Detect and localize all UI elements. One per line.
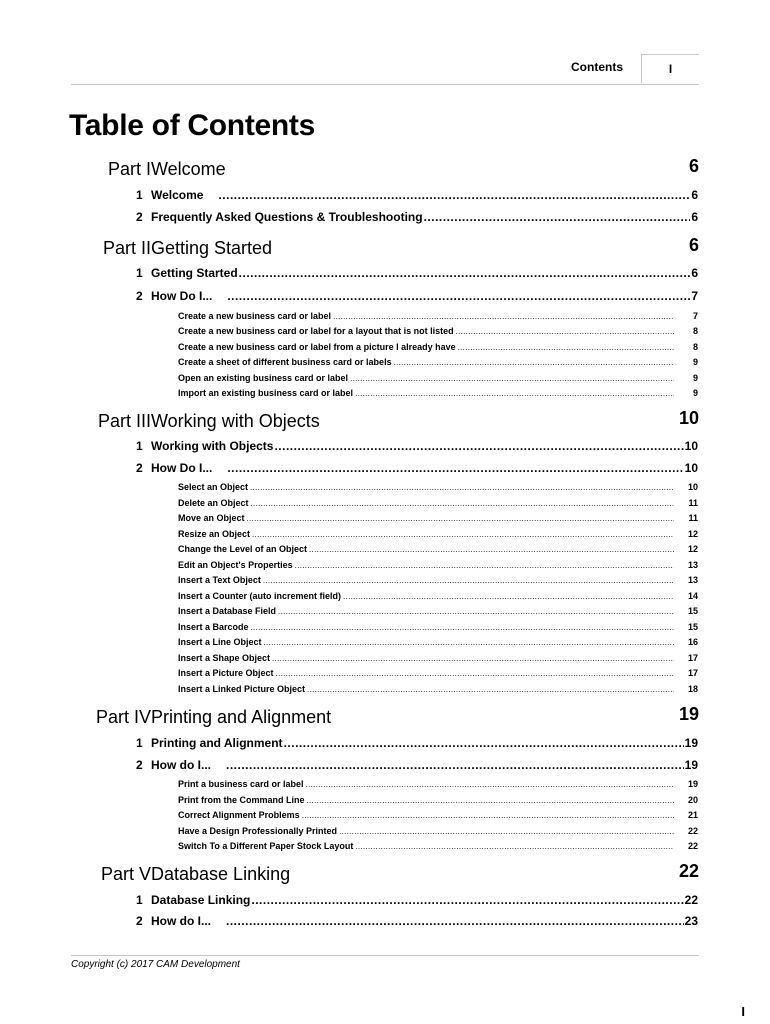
subentry-title: Insert a Shape Object [178, 653, 271, 663]
page-title: Table of Contents [69, 109, 316, 142]
entry-page: 23 [684, 914, 698, 928]
subentry-page: 20 [687, 795, 698, 805]
entry-number: 2 [136, 758, 143, 772]
entry-title: Getting Started [151, 266, 238, 280]
dot-leader [306, 777, 674, 792]
dot-leader [456, 324, 674, 339]
dot-leader [295, 558, 674, 573]
dot-leader [250, 480, 674, 495]
entry-title: How do I... [151, 914, 211, 928]
entry-page: 7 [691, 289, 698, 303]
subentry-title: Insert a Text Object [178, 575, 261, 585]
dot-leader [458, 340, 674, 355]
part-label: Part I [107, 159, 151, 179]
subentry-title: Insert a Database Field [178, 606, 277, 616]
dot-leader [350, 371, 674, 386]
entry-page: 6 [691, 210, 698, 224]
dot-leader [424, 209, 691, 225]
part-title: Working with Objects [151, 411, 320, 431]
subentry-page: 21 [687, 810, 698, 820]
entry-title: How do I... [151, 758, 211, 772]
subentry-title: Create a sheet of different business card or labels [178, 357, 392, 367]
entry-number: 1 [136, 266, 143, 280]
dot-leader [251, 620, 674, 635]
toc-entry[interactable] [136, 913, 698, 929]
dot-leader [333, 309, 674, 324]
subentry-title: Import an existing business card or label [178, 388, 354, 398]
entry-number: 2 [136, 210, 143, 224]
toc-subentry[interactable] [178, 511, 698, 526]
subentry-page: 15 [687, 622, 698, 632]
dot-leader [307, 682, 674, 697]
dot-leader [227, 288, 690, 304]
part-title: Welcome [151, 159, 226, 179]
subentry-title: Create a new business card or label for a layout that is not listed [178, 326, 454, 336]
dot-leader [247, 511, 674, 526]
toc-subentry[interactable] [178, 604, 698, 619]
toc-entry[interactable] [136, 892, 698, 908]
dot-leader [251, 496, 674, 511]
entry-title: Working with Objects [151, 439, 274, 453]
toc-entry[interactable] [136, 757, 698, 773]
subentry-title: Move an Object [178, 513, 245, 523]
part-label: Part IV [95, 707, 151, 727]
subentry-page: 17 [687, 653, 698, 663]
toc-subentry[interactable] [178, 480, 698, 495]
dot-leader [218, 187, 690, 203]
subentry-title: Open an existing business card or label [178, 373, 349, 383]
toc-subentry[interactable] [178, 839, 698, 854]
subentry-title: Print from the Command Line [178, 795, 305, 805]
subentry-page: 8 [692, 342, 698, 352]
part-heading[interactable] [70, 157, 699, 181]
subentry-title: Create a new business card or label from a picture I already have [178, 342, 456, 352]
part-heading[interactable] [70, 409, 699, 433]
part-page: 6 [688, 235, 699, 255]
toc-subentry[interactable] [178, 340, 698, 355]
subentry-page: 17 [687, 668, 698, 678]
dot-leader [302, 808, 674, 823]
entry-number: 1 [136, 736, 143, 750]
entry-number: 1 [136, 188, 143, 202]
entry-title: How Do I... [151, 289, 213, 303]
part-label: Part III [97, 411, 151, 431]
subentry-title: Print a business card or label [178, 779, 304, 789]
subentry-title: Select an Object [178, 482, 249, 492]
dot-leader [276, 666, 674, 681]
toc-subentry[interactable] [178, 496, 698, 511]
toc-subentry[interactable] [178, 635, 698, 650]
entry-number: 1 [136, 893, 143, 907]
part-page: 6 [688, 156, 699, 176]
toc-subentry[interactable] [178, 620, 698, 635]
part-label: Part II [102, 238, 151, 258]
page-footer [71, 955, 699, 970]
dot-leader [251, 892, 683, 908]
entry-title: Printing and Alignment [151, 736, 283, 750]
part-page: 22 [678, 861, 699, 881]
toc-subentry[interactable] [178, 666, 698, 681]
dot-leader [309, 542, 674, 557]
toc-subentry[interactable] [178, 355, 698, 370]
toc-subentry[interactable] [178, 824, 698, 839]
dot-leader [252, 527, 674, 542]
subentry-title: Create a new business card or label [178, 311, 332, 321]
dot-leader [272, 651, 674, 666]
subentry-title: Have a Design Professionally Printed [178, 826, 338, 836]
dot-leader [226, 757, 684, 773]
dot-leader [226, 913, 684, 929]
toc-subentry[interactable] [178, 573, 698, 588]
dot-leader [394, 355, 674, 370]
toc-subentry[interactable] [178, 371, 698, 386]
subentry-page: 18 [687, 684, 698, 694]
part-title: Printing and Alignment [151, 707, 332, 727]
entry-number: 2 [136, 914, 143, 928]
toc-subentry[interactable] [178, 589, 698, 604]
entry-page: 6 [691, 188, 698, 202]
dot-leader [227, 460, 683, 476]
subentry-title: Insert a Line Object [178, 637, 262, 647]
entry-number: 1 [136, 439, 143, 453]
entry-page: 22 [684, 893, 698, 907]
toc-subentry[interactable] [178, 793, 698, 808]
toc-entry[interactable] [136, 438, 698, 454]
toc-entry[interactable] [136, 187, 698, 203]
subentry-title: Edit an Object's Properties [178, 560, 293, 570]
subentry-title: Resize an Object [178, 529, 251, 539]
toc-subentry[interactable] [178, 682, 698, 697]
subentry-page: 9 [692, 388, 698, 398]
subentry-page: 11 [688, 513, 698, 523]
toc-subentry[interactable] [178, 542, 698, 557]
subentry-page: 9 [692, 357, 698, 367]
toc-subentry[interactable] [178, 777, 698, 792]
toc-subentry[interactable] [178, 386, 698, 401]
subentry-title: Insert a Linked Picture Object [178, 684, 306, 694]
entry-page: 10 [684, 461, 698, 475]
subentry-page: 7 [692, 311, 698, 321]
dot-leader [284, 735, 684, 751]
subentry-title: Insert a Barcode [178, 622, 249, 632]
part-heading[interactable] [70, 236, 699, 260]
toc-subentry[interactable] [178, 324, 698, 339]
subentry-page: 14 [687, 591, 698, 601]
subentry-page: 19 [687, 779, 698, 789]
subentry-page: 13 [687, 560, 698, 570]
entry-title: Database Linking [151, 893, 251, 907]
header-label: Contents [571, 60, 623, 74]
part-heading[interactable] [70, 862, 699, 886]
subentry-page: 9 [692, 373, 698, 383]
subentry-title: Delete an Object [178, 498, 249, 508]
subentry-page: 15 [687, 606, 698, 616]
header-page-box: I [641, 54, 699, 83]
dot-leader [343, 589, 674, 604]
subentry-page: 22 [687, 826, 698, 836]
toc-entry[interactable] [136, 265, 698, 281]
subentry-page: 11 [688, 498, 698, 508]
dot-leader [355, 839, 674, 854]
toc-entry[interactable] [136, 288, 698, 304]
subentry-page: 10 [687, 482, 698, 492]
part-label: Part V [100, 864, 151, 884]
dot-leader [274, 438, 683, 454]
subentry-title: Insert a Counter (auto increment field) [178, 591, 342, 601]
entry-page: 6 [691, 266, 698, 280]
entry-title: Welcome [151, 188, 204, 202]
toc-entry[interactable] [136, 735, 698, 751]
dot-leader [278, 604, 674, 619]
dot-leader [264, 635, 674, 650]
toc-subentry[interactable] [178, 558, 698, 573]
subentry-title: Change the Level of an Object [178, 544, 308, 554]
part-page: 10 [678, 408, 699, 428]
part-page: 19 [678, 704, 699, 724]
entry-page: 10 [684, 439, 698, 453]
dot-leader [239, 265, 691, 281]
page-number: I [741, 1004, 745, 1019]
entry-page: 19 [684, 736, 698, 750]
toc-subentry[interactable] [178, 808, 698, 823]
part-title: Database Linking [151, 864, 291, 884]
dot-leader [355, 386, 674, 401]
subentry-page: 8 [692, 326, 698, 336]
dot-leader [263, 573, 674, 588]
entry-page: 19 [684, 758, 698, 772]
subentry-title: Switch To a Different Paper Stock Layout [178, 841, 354, 851]
subentry-page: 12 [687, 529, 698, 539]
page-header [71, 54, 699, 85]
entry-number: 2 [136, 289, 143, 303]
subentry-page: 13 [687, 575, 698, 585]
dot-leader [339, 824, 674, 839]
toc-subentry[interactable] [178, 309, 698, 324]
toc-subentry[interactable] [178, 651, 698, 666]
subentry-title: Correct Alignment Problems [178, 810, 300, 820]
part-title: Getting Started [151, 238, 273, 258]
entry-title: Frequently Asked Questions & Troubleshooting [151, 210, 423, 224]
toc-subentry[interactable] [178, 527, 698, 542]
entry-title: How Do I... [151, 461, 213, 475]
toc-entry[interactable] [136, 460, 698, 476]
subentry-title: Insert a Picture Object [178, 668, 274, 678]
subentry-page: 22 [687, 841, 698, 851]
part-heading[interactable] [70, 705, 699, 729]
dot-leader [307, 793, 674, 808]
toc-entry[interactable] [136, 209, 698, 225]
copyright-text: Copyright (c) 2017 CAM Development [71, 959, 240, 970]
entry-number: 2 [136, 461, 143, 475]
subentry-page: 16 [687, 637, 698, 647]
subentry-page: 12 [687, 544, 698, 554]
